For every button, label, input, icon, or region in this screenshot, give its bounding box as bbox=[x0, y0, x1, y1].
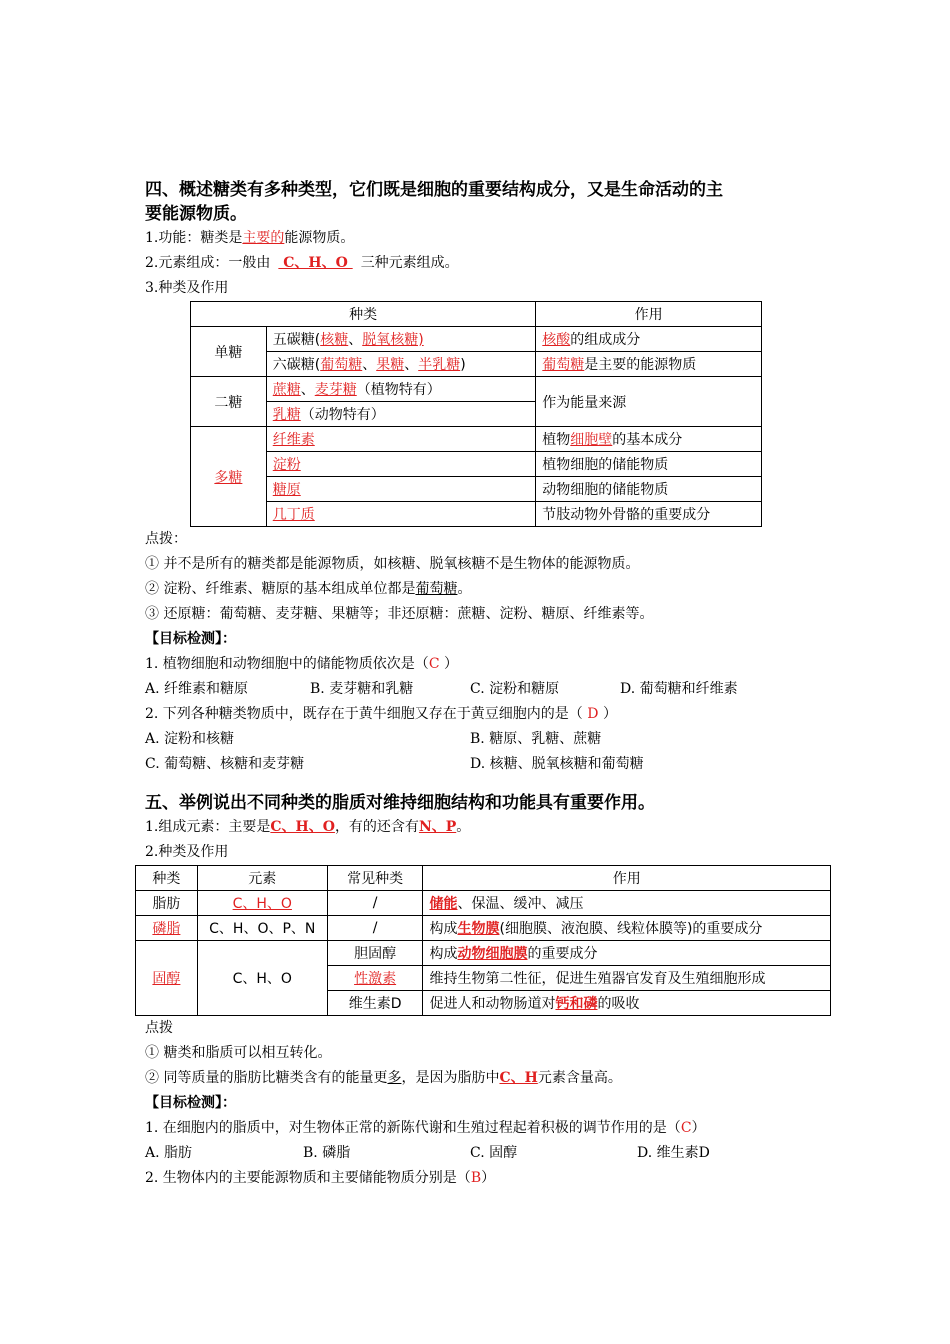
answer: B bbox=[470, 1170, 482, 1186]
option: A. 脂肪 bbox=[145, 1145, 193, 1161]
table-header: 作用 bbox=[423, 866, 831, 891]
sugar-element-line: 2.元素组成：一般由 C、H、O 三种元素组成。 bbox=[145, 255, 459, 271]
polysaccharide-function: 植物细胞壁的基本成分 bbox=[536, 427, 762, 452]
fat-function: 储能、保温、缓冲、减压 bbox=[423, 891, 831, 916]
phospholipid-subtype: / bbox=[327, 916, 423, 941]
polysaccharide-function: 节肢动物外骨骼的重要成分 bbox=[536, 502, 762, 527]
tips-label: 点拨 bbox=[145, 1020, 173, 1036]
sex-hormone-label: 性激素 bbox=[327, 966, 423, 991]
disaccharide-function: 作为能量来源 bbox=[536, 377, 762, 427]
document-page bbox=[145, 178, 835, 1191]
polysaccharide-label: 多糖 bbox=[191, 427, 267, 527]
pentose-cell: 五碳糖(核糖、脱氧核糖) bbox=[266, 327, 536, 352]
monosaccharide-label: 单糖 bbox=[191, 327, 267, 377]
option: B. 磷脂 bbox=[303, 1145, 351, 1161]
answer: C bbox=[428, 656, 440, 672]
tip-3: ③ 还原糖：葡萄糖、麦芽糖、果糖等；非还原糖：蔗糖、淀粉、糖原、纤维素等。 bbox=[145, 606, 654, 622]
tip-2: ② 同等质量的脂肪比糖类含有的能量更多，是因为脂肪中C、H元素含量高。 bbox=[145, 1070, 622, 1086]
option: B. 糖原、乳糖、蔗糖 bbox=[470, 731, 602, 747]
sterol-label: 固醇 bbox=[136, 941, 198, 1016]
answer-blank: 主要的 bbox=[242, 230, 285, 246]
fat-subtype: / bbox=[327, 891, 423, 916]
sugar-function-line: 1.功能：糖类是主要的能源物质。 bbox=[145, 230, 355, 246]
fat-label: 脂肪 bbox=[136, 891, 198, 916]
question-2: 2. 生物体内的主要能源物质和主要储能物质分别是（B） bbox=[145, 1170, 496, 1186]
tip-2: ② 淀粉、纤维素、糖原的基本组成单位都是葡萄糖。 bbox=[145, 581, 472, 597]
disaccharide-label: 二糖 bbox=[191, 377, 267, 427]
tip-1: ① 并不是所有的糖类都是能源物质，如核糖、脱氧核糖不是生物体的能源物质。 bbox=[145, 556, 640, 572]
cholesterol-function: 构成动物细胞膜的重要成分 bbox=[423, 941, 831, 966]
polysaccharide-name: 糖原 bbox=[266, 477, 536, 502]
answer: C bbox=[680, 1120, 692, 1136]
option: D. 维生素D bbox=[637, 1145, 710, 1161]
cholesterol-label: 胆固醇 bbox=[327, 941, 423, 966]
hexose-cell: 六碳糖(葡萄糖、果糖、半乳糖) bbox=[266, 352, 536, 377]
phospholipid-function: 构成生物膜(细胞膜、液泡膜、线粒体膜等)的重要成分 bbox=[423, 916, 831, 941]
question-1: 1. 在细胞内的脂质中，对生物体正常的新陈代谢和生殖过程起着积极的调节作用的是（C） bbox=[145, 1120, 706, 1136]
fat-elements: C、H、O bbox=[197, 891, 327, 916]
tip-1: ① 糖类和脂质可以相互转化。 bbox=[145, 1045, 332, 1061]
section5-title: 五、举例说出不同种类的脂质对维持细胞结构和功能具有重要作用。 bbox=[145, 793, 655, 813]
question-2: 2. 下列各种糖类物质中，既存在于黄牛细胞又存在于黄豆细胞内的是（ D ） bbox=[145, 706, 617, 722]
option: A. 淀粉和核糖 bbox=[145, 731, 235, 747]
table-header: 常见种类 bbox=[327, 866, 423, 891]
sugar-types-label: 3.种类及作用 bbox=[145, 280, 229, 296]
lipid-element-line: 1.组成元素：主要是C、H、O，有的还含有N、P。 bbox=[145, 819, 471, 835]
tips-label: 点拨： bbox=[145, 531, 187, 547]
table-header-function: 作用 bbox=[536, 302, 762, 327]
question-2-options-row2 bbox=[145, 752, 835, 777]
option: B. 麦芽糖和乳糖 bbox=[310, 681, 414, 697]
vitamin-d-function: 促进人和动物肠道对钙和磷的吸收 bbox=[423, 991, 831, 1016]
check-title: 【目标检测】： bbox=[145, 1095, 236, 1111]
section4-title-line1: 四、概述糖类有多种类型，它们既是细胞的重要结构成分，又是生命活动的主 bbox=[145, 180, 723, 200]
vitamin-d-label: 维生素D bbox=[327, 991, 423, 1016]
disaccharide-plant-cell: 蔗糖、麦芽糖（植物特有） bbox=[266, 377, 536, 402]
check-title: 【目标检测】： bbox=[145, 631, 236, 647]
polysaccharide-name: 几丁质 bbox=[266, 502, 536, 527]
sugar-table bbox=[190, 301, 762, 527]
answer-blank: C、H、O bbox=[278, 255, 353, 271]
table-header: 种类 bbox=[136, 866, 198, 891]
polysaccharide-name: 纤维素 bbox=[266, 427, 536, 452]
lipid-table bbox=[135, 865, 831, 1016]
question-2-options-row1 bbox=[145, 727, 835, 752]
section4-title-line2: 要能源物质。 bbox=[145, 204, 247, 224]
polysaccharide-name: 淀粉 bbox=[266, 452, 536, 477]
polysaccharide-function: 动物细胞的储能物质 bbox=[536, 477, 762, 502]
option: D. 核糖、脱氧核糖和葡萄糖 bbox=[470, 756, 644, 772]
phospholipid-label: 磷脂 bbox=[136, 916, 198, 941]
hexose-function: 葡萄糖是主要的能源物质 bbox=[536, 352, 762, 377]
option: C. 葡萄糖、核糖和麦芽糖 bbox=[145, 756, 305, 772]
option: A. 纤维素和糖原 bbox=[145, 681, 249, 697]
pentose-function: 核酸的组成成分 bbox=[536, 327, 762, 352]
option: C. 淀粉和糖原 bbox=[470, 681, 560, 697]
sterol-elements: C、H、O bbox=[197, 941, 327, 1016]
phospholipid-elements: C、H、O、P、N bbox=[197, 916, 327, 941]
question-1-options bbox=[145, 1141, 835, 1166]
option: C. 固醇 bbox=[470, 1145, 518, 1161]
sex-hormone-function: 维持生物第二性征，促进生殖器官发育及生殖细胞形成 bbox=[423, 966, 831, 991]
table-header: 元素 bbox=[197, 866, 327, 891]
lipid-types-label: 2.种类及作用 bbox=[145, 844, 229, 860]
polysaccharide-function: 植物细胞的储能物质 bbox=[536, 452, 762, 477]
answer: D bbox=[587, 706, 599, 722]
question-1-options bbox=[145, 677, 835, 702]
disaccharide-animal-cell: 乳糖（动物特有） bbox=[266, 402, 536, 427]
question-1: 1. 植物细胞和动物细胞中的储能物质依次是（C ） bbox=[145, 656, 458, 672]
option: D. 葡萄糖和纤维素 bbox=[620, 681, 738, 697]
table-header-type: 种类 bbox=[191, 302, 536, 327]
